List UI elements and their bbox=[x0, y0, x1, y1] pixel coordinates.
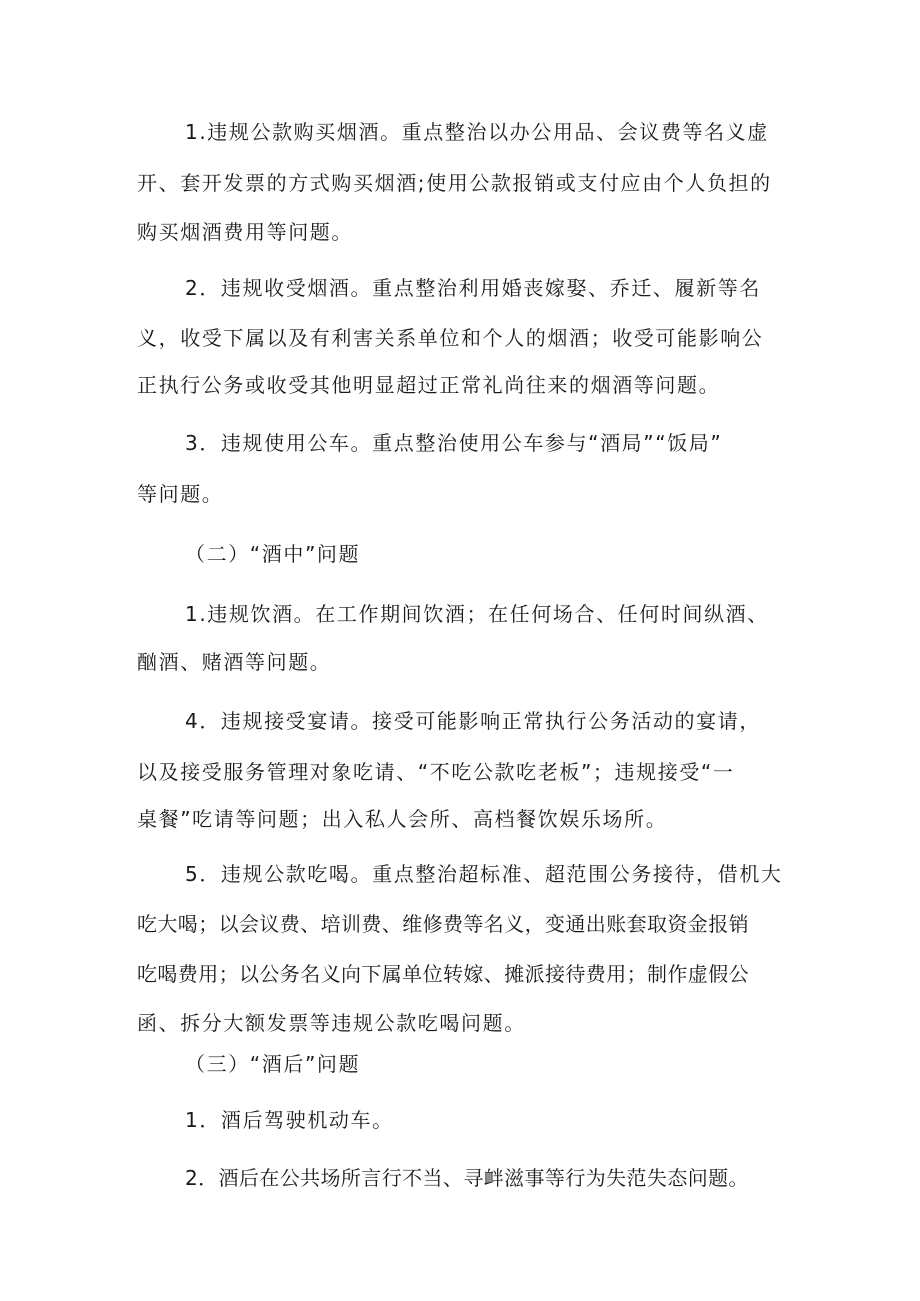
paragraph-7-line-1: 1．酒后驾驶机动车。 bbox=[185, 1108, 394, 1132]
paragraph-6-line-2: 吃大喝；以会议费、培训费、维修费等名义，变通出账套取资金报销 bbox=[137, 912, 749, 936]
paragraph-1-line-3: 购买烟酒费用等问题。 bbox=[137, 220, 353, 244]
paragraph-6-line-3: 吃喝费用；以公务名义向下属单位转嫁、摊派接待费用；制作虚假公 bbox=[137, 962, 749, 986]
paragraph-5-line-1: 4．违规接受宴请。接受可能影响正常执行公务活动的宴请， bbox=[185, 709, 761, 733]
paragraph-3-line-1: 3．违规使用公车。重点整治使用公车参与“酒局”“饭局” bbox=[185, 431, 723, 455]
paragraph-6-line-1: 5．违规公款吃喝。重点整治超标准、超范围公务接待，借机大 bbox=[185, 862, 783, 886]
paragraph-2-line-3: 正执行公务或收受其他明显超过正常礼尚往来的烟酒等问题。 bbox=[137, 373, 721, 397]
section-heading-3: （三）“酒后”问题 bbox=[185, 1052, 361, 1076]
paragraph-2-line-1: 2．违规收受烟酒。重点整治利用婚丧嫁娶、乔迁、履新等名 bbox=[185, 276, 761, 300]
paragraph-1-line-1: 1.违规公款购买烟酒。重点整治以办公用品、会议费等名义虚 bbox=[185, 120, 769, 144]
paragraph-4-line-2: 酗酒、赌酒等问题。 bbox=[137, 650, 332, 674]
section-heading-2: （二）“酒中”问题 bbox=[185, 542, 361, 566]
paragraph-5-line-3: 桌餐”吃请等问题；出入私人会所、高档餐饮娱乐场所。 bbox=[137, 807, 668, 831]
paragraph-8-line-1: 2．酒后在公共场所言行不当、寻衅滋事等行为失范失态问题。 bbox=[185, 1166, 749, 1190]
paragraph-3-line-2: 等问题。 bbox=[137, 482, 224, 506]
paragraph-2-line-2: 义，收受下属以及有利害关系单位和个人的烟酒；收受可能影响公 bbox=[137, 326, 764, 350]
paragraph-5-line-2: 以及接受服务管理对象吃请、“不吃公款吃老板”；违规接受“一 bbox=[137, 760, 735, 784]
paragraph-4-line-1: 1.违规饮酒。在工作期间饮酒；在任何场合、任何时间纵酒、 bbox=[185, 602, 769, 626]
paragraph-1-line-2: 开、套开发票的方式购买烟酒;使用公款报销或支付应由个人负担的 bbox=[137, 171, 772, 195]
paragraph-6-line-4: 函、拆分大额发票等违规公款吃喝问题。 bbox=[137, 1011, 526, 1035]
